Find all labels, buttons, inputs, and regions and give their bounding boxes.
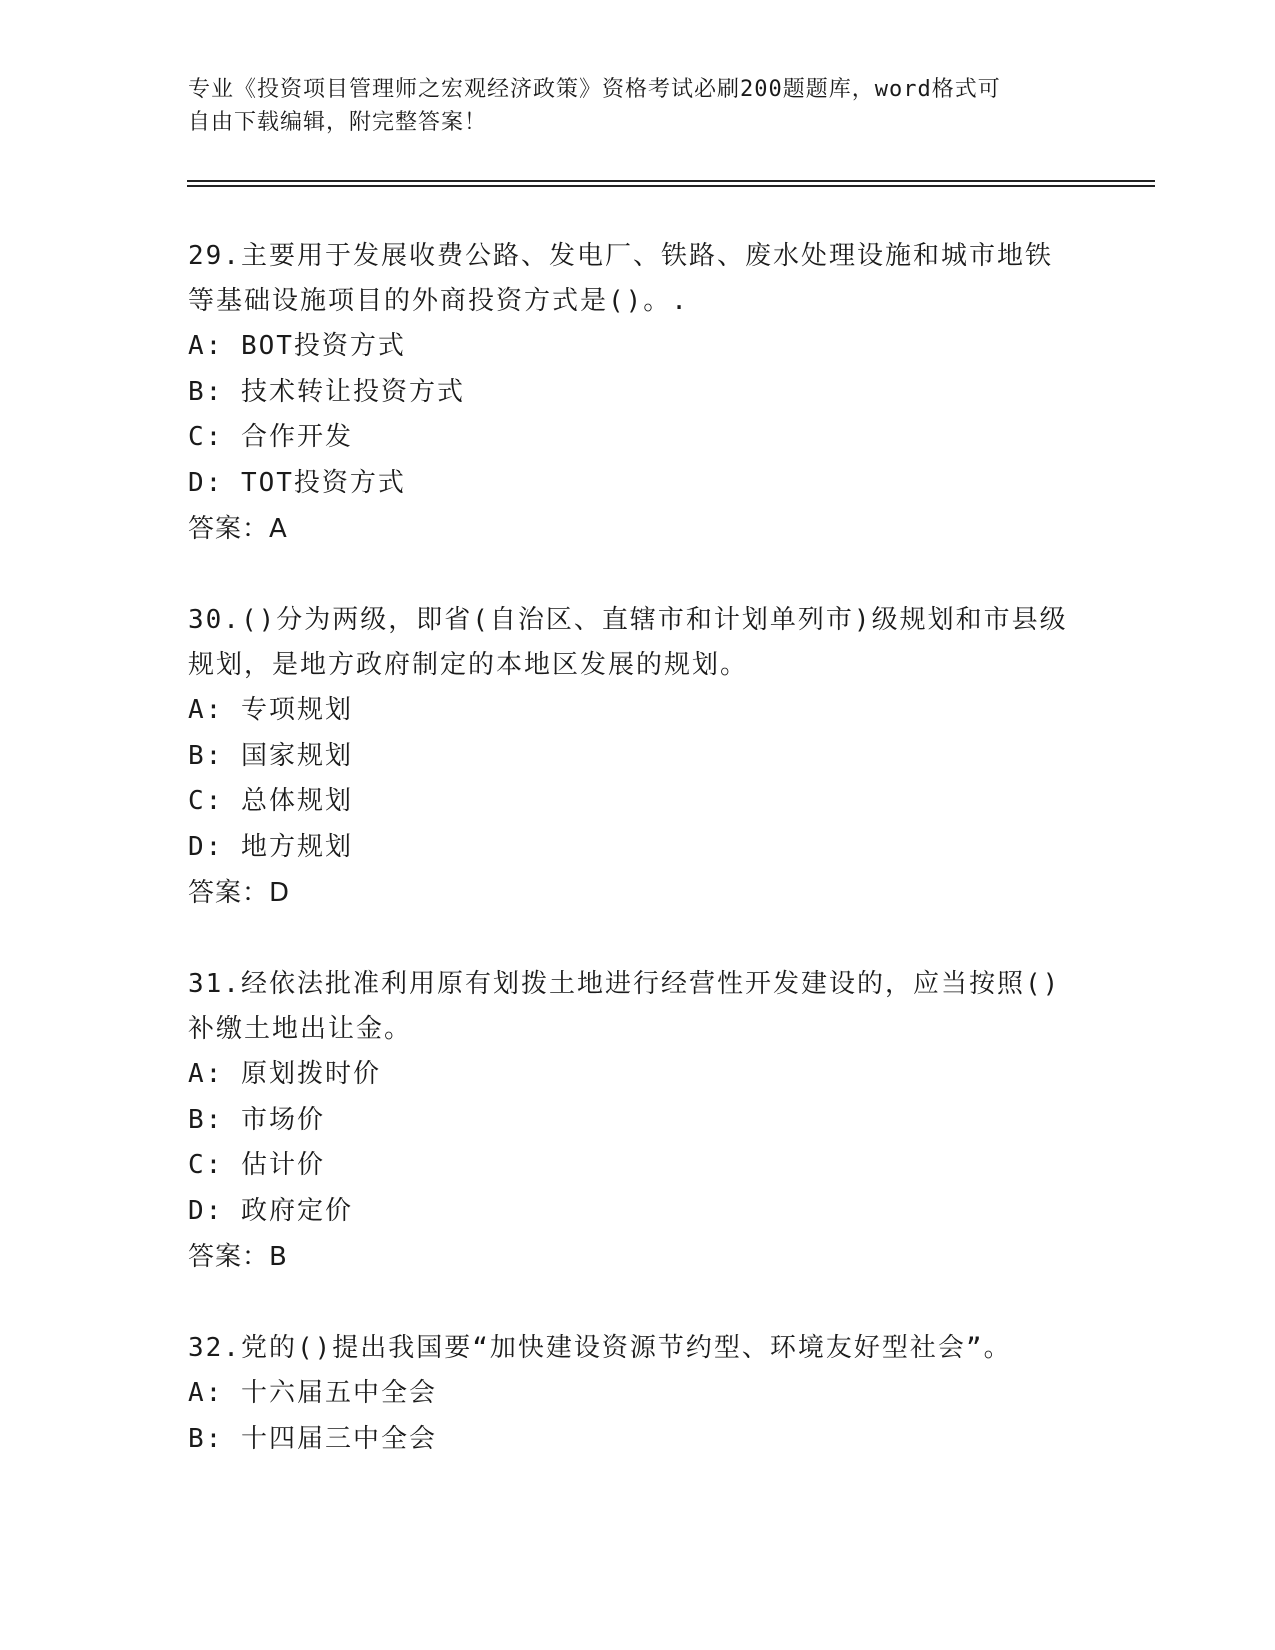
option-c: C: 总体规划: [188, 786, 353, 816]
question-32: [188, 1326, 1088, 1462]
document-header: [188, 73, 1068, 139]
option-c: C: 估计价: [188, 1150, 325, 1180]
option-a: A: 原划拨时价: [188, 1059, 381, 1089]
header-divider-bottom: [187, 185, 1155, 187]
answer-line: 答案：D: [188, 878, 291, 908]
question-stem-line: 规划，是地方政府制定的本地区发展的规划。: [188, 650, 749, 680]
question-stem-line: 32.党的()提出我国要“加快建设资源节约型、环境友好型社会”。: [188, 1333, 1012, 1363]
question-29: [188, 234, 1088, 552]
option-b: B: 国家规划: [188, 740, 353, 771]
option-a: A: BOT投资方式: [188, 331, 406, 361]
option-d: D: TOT投资方式: [188, 467, 406, 498]
question-stem-line: 29.主要用于发展收费公路、发电厂、铁路、废水处理设施和城市地铁: [188, 241, 1053, 271]
question-stem-line: 31.经依法批准利用原有划拨土地进行经营性开发建设的，应当按照(): [188, 969, 1061, 999]
question-stem-line: 等基础设施项目的外商投资方式是()。.: [188, 286, 689, 316]
header-line-1: 专业《投资项目管理师之宏观经济政策》资格考试必刷200题题库，word格式可: [188, 77, 1001, 102]
option-b: B: 技术转让投资方式: [188, 376, 465, 407]
question-stem-line: 补缴土地出让金。: [188, 1014, 413, 1044]
question-stem-line: 30.()分为两级，即省(自治区、直辖市和计划单列市)级规划和市县级: [188, 605, 1068, 635]
option-a: A: 十六届五中全会: [188, 1378, 437, 1408]
answer-line: 答案：B: [188, 1242, 288, 1272]
header-divider-top: [187, 180, 1155, 182]
question-31: [188, 962, 1088, 1280]
question-30: [188, 598, 1088, 916]
option-d: D: 政府定价: [188, 1195, 353, 1226]
answer-line: 答案：A: [188, 514, 288, 544]
option-a: A: 专项规划: [188, 695, 353, 725]
option-b: B: 十四届三中全会: [188, 1423, 437, 1454]
option-b: B: 市场价: [188, 1104, 325, 1135]
header-line-2: 自由下载编辑，附完整答案！: [188, 110, 488, 135]
option-d: D: 地方规划: [188, 831, 353, 862]
option-c: C: 合作开发: [188, 422, 353, 452]
